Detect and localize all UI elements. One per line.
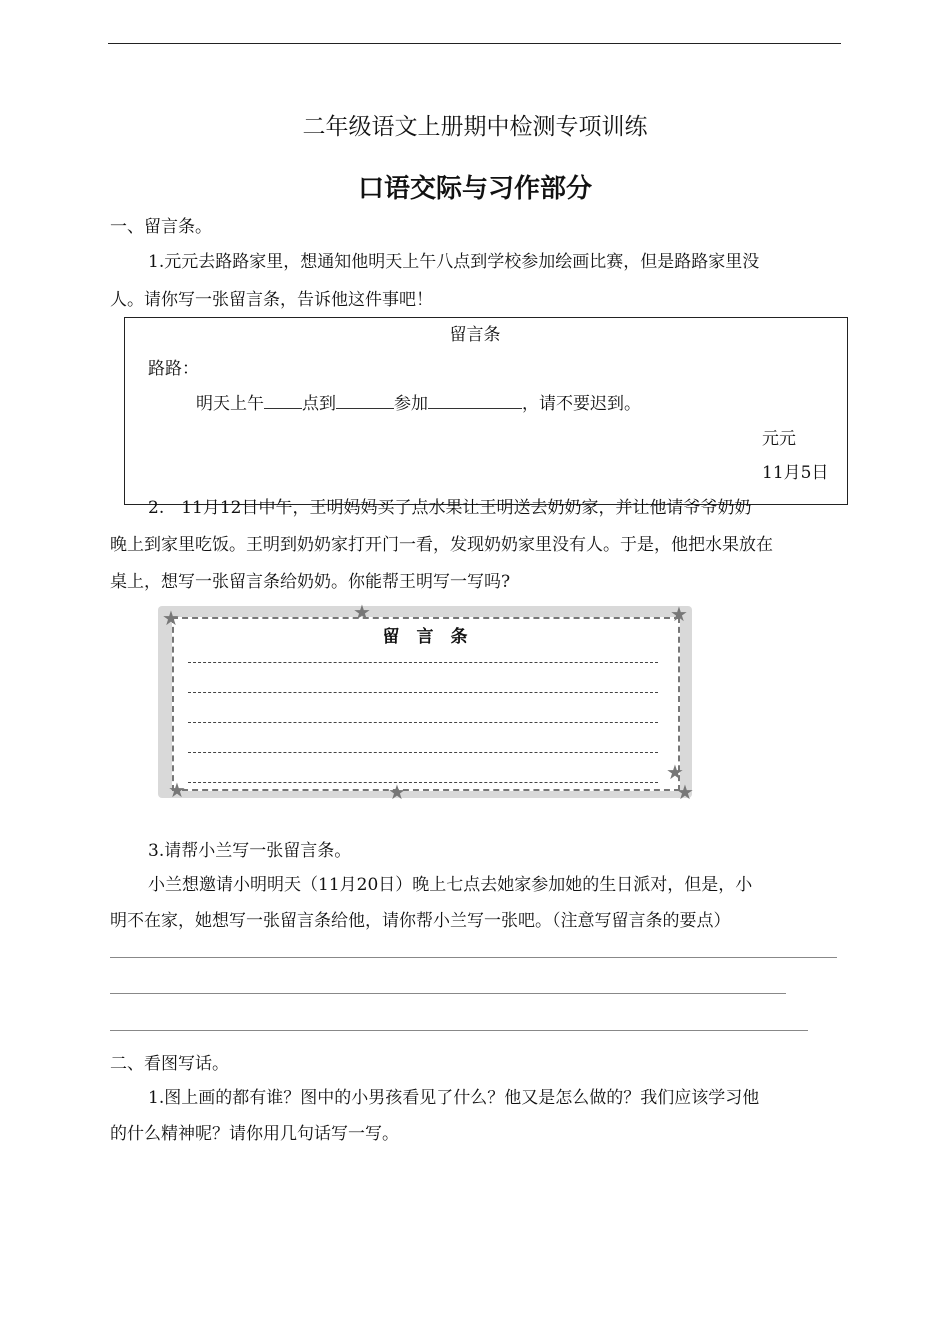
star-icon: ★ bbox=[666, 760, 684, 784]
section2-heading: 二、看图写话。 bbox=[110, 1054, 229, 1074]
note1-body-part4: ，请不要迟到。 bbox=[522, 394, 641, 414]
section1-heading: 一、留言条。 bbox=[110, 217, 212, 237]
hour-blank[interactable] bbox=[264, 392, 302, 409]
q2-line2: 晚上到家里吃饭。王明到奶奶家打开门一看，发现奶奶家里没有人。于是，他把水果放在 bbox=[110, 535, 773, 555]
answer-line-2[interactable] bbox=[110, 993, 786, 994]
answer-line-3[interactable] bbox=[110, 1030, 808, 1031]
note2-frame bbox=[158, 600, 694, 804]
q1-line1: 1.元元去路路家里，想通知他明天上午八点到学校参加绘画比赛，但是路路家里没 bbox=[148, 252, 760, 272]
event-blank[interactable] bbox=[428, 392, 522, 409]
note1-title: 留言条 bbox=[449, 325, 501, 345]
answer-line-1[interactable] bbox=[110, 957, 837, 958]
writing-line-1[interactable] bbox=[188, 662, 658, 663]
star-icon: ★ bbox=[353, 600, 371, 624]
q2-line3: 桌上，想写一张留言条给奶奶。你能帮王明写一写吗? bbox=[110, 572, 511, 592]
q3-line3: 明不在家，她想写一张留言条给他，请你帮小兰写一张吧。（注意写留言条的要点） bbox=[110, 911, 731, 931]
writing-line-4[interactable] bbox=[188, 752, 658, 753]
q2-line1: 2. 11月12日中午，王明妈妈买了点水果让王明送去奶奶家，并让他请爷爷奶奶 bbox=[148, 498, 752, 518]
header-rule bbox=[108, 43, 841, 44]
note1-greeting: 路路： bbox=[148, 359, 199, 379]
star-icon: ★ bbox=[168, 778, 186, 802]
page-title: 二年级语文上册期中检测专项训练 bbox=[302, 114, 648, 140]
note1-date: 11月5日 bbox=[762, 463, 829, 483]
writing-line-5[interactable] bbox=[188, 782, 658, 783]
note2-title: 留 言 条 bbox=[382, 627, 468, 647]
q3-line2: 小兰想邀请小明明天（11月20日）晚上七点去她家参加她的生日派对，但是，小 bbox=[148, 875, 753, 895]
note1-body-part3: 参加 bbox=[394, 394, 428, 414]
writing-line-2[interactable] bbox=[188, 692, 658, 693]
note1-body-part1: 明天上午 bbox=[196, 394, 264, 414]
page-subtitle: 口语交际与习作部分 bbox=[357, 174, 592, 204]
s2-q1-line1: 1.图上画的都有谁？图中的小男孩看见了什么？他又是怎么做的？我们应该学习他 bbox=[148, 1088, 760, 1108]
writing-line-3[interactable] bbox=[188, 722, 658, 723]
note1-body bbox=[196, 389, 641, 414]
place-blank[interactable] bbox=[336, 392, 394, 409]
note1-signature: 元元 bbox=[762, 429, 796, 449]
s2-q1-line2: 的什么精神呢？请你用几句话写一写。 bbox=[110, 1124, 399, 1144]
star-icon: ★ bbox=[162, 606, 180, 630]
star-icon: ★ bbox=[388, 780, 406, 804]
star-icon: ★ bbox=[676, 780, 694, 804]
note1-body-part2: 点到 bbox=[302, 394, 336, 414]
star-icon: ★ bbox=[670, 602, 688, 626]
q3-line1: 3.请帮小兰写一张留言条。 bbox=[148, 841, 352, 861]
q1-line2: 人。请你写一张留言条，告诉他这件事吧！ bbox=[110, 290, 433, 310]
